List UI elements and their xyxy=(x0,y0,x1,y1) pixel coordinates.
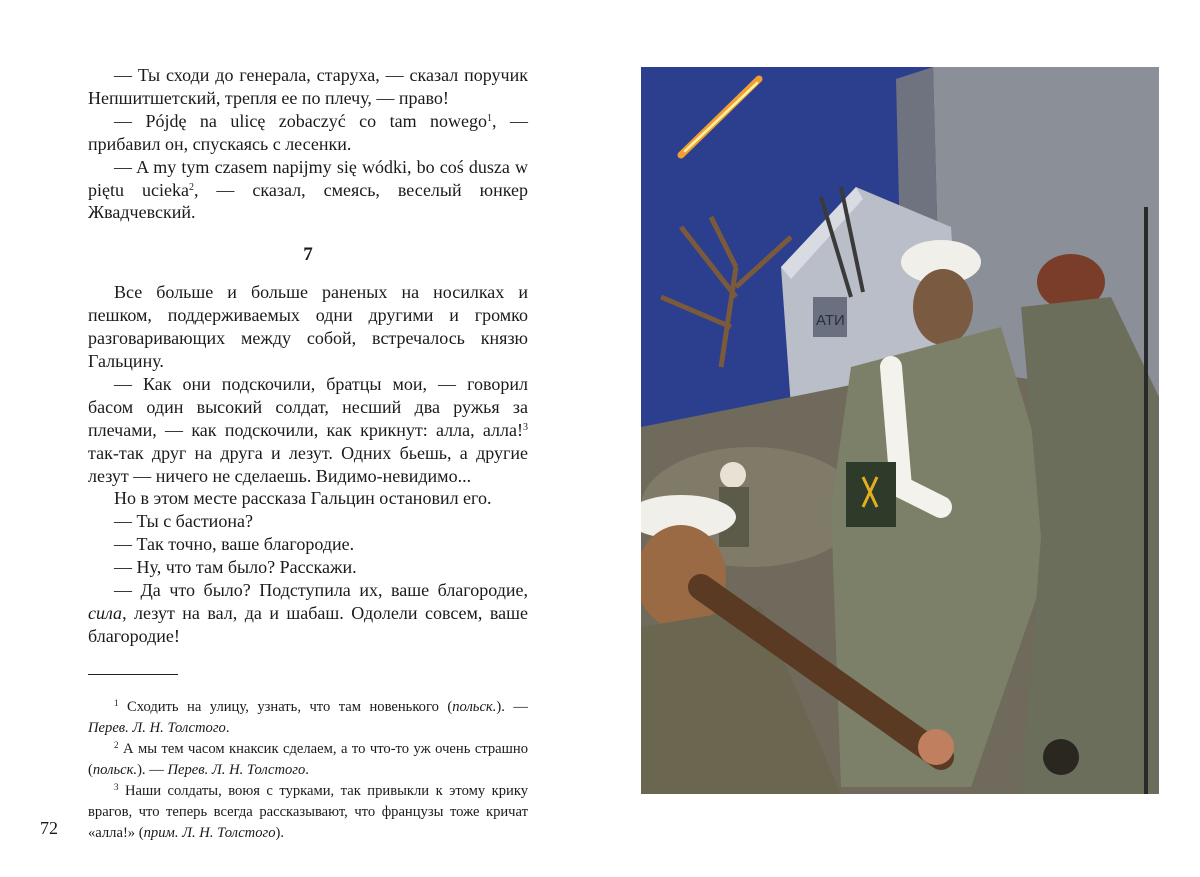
footnote-1-end: . xyxy=(225,719,230,736)
soldier-face xyxy=(913,269,973,345)
paragraph-3-text-cont: , — сказал, смеясь, веселый юнкер Жвадчевский. xyxy=(88,179,528,223)
cannonball xyxy=(1043,739,1079,775)
paragraph-1 xyxy=(88,64,528,110)
house-sign: АТИ xyxy=(816,312,845,329)
paragraph-3 xyxy=(88,156,528,225)
paragraph-2 xyxy=(88,110,528,156)
footnote-1-sep: ). — xyxy=(496,698,528,715)
paragraph-10-text: — Да что было? Подступила их, ваше благородие, xyxy=(114,580,528,601)
footnote-2-end: . xyxy=(305,762,309,779)
paragraph-6: Но в этом месте рассказа Гальцин остановил его. xyxy=(114,488,492,509)
paragraph-1-text: — Ты сходи до генерала, старуха, — сказал поручик Непшитшетский, трепля ее по плечу, — право! xyxy=(88,65,528,108)
page-number: 72 xyxy=(40,818,58,838)
paragraph-5-text: — Как они подскочили, братцы мои, — говорил басом один высокий солдат, несший два ружья за плечами, — как подскочили, как крикнут: алла, алла! xyxy=(88,373,528,440)
paragraph-5-text-cont: так-так друг на друга и лезут. Одних бьешь, а другие лезут — ничего не сделаешь. Видимо-невидимо... xyxy=(88,442,528,486)
footnote-2 xyxy=(88,739,528,781)
soldier-right-coat xyxy=(1021,297,1159,794)
paragraph-10 xyxy=(88,579,528,648)
illustration xyxy=(641,67,1159,794)
footnote-ref-2[interactable]: 2 xyxy=(188,181,194,193)
footnote-1 xyxy=(88,697,528,739)
footnote-3-credit: прим. Л. Н. Толстого xyxy=(143,825,276,842)
footnote-1-text: Сходить на улицу, узнать, что там новенького ( xyxy=(118,698,453,715)
paragraph-9: — Ну, что там было? Расскажи. xyxy=(114,557,357,578)
paragraph-2-text-cont: , — прибавил он, спускаясь с лесенки. xyxy=(88,110,528,154)
footnote-1-lang: польск. xyxy=(452,698,497,715)
illustration-soldiers-drawing xyxy=(641,67,1159,794)
paragraph-4: Все больше и больше раненых на носилках и пешком, поддерживаемых одни другими и громко разговаривающих между собой, встречалось князю Гальцину. xyxy=(88,282,528,371)
footnote-ref-1[interactable]: 1 xyxy=(487,112,493,124)
paragraph-2-text: — Pójdę na ulicę zobaczyć co tam nowego xyxy=(114,110,488,131)
footnote-divider xyxy=(88,674,178,675)
paragraph-10-text-cont: , лезут на вал, да и шабаш. Одолели совсем, ваше благородие! xyxy=(88,602,528,646)
footnote-1-mark: 1 xyxy=(114,697,119,708)
footnote-3-text: Наши солдаты, воюя с турками, так привыкли к этому крику врагов, что теперь всегда рассказывают, что французы тоже кричат «алла!» ( xyxy=(88,783,528,842)
footnote-ref-3[interactable]: 3 xyxy=(523,421,528,433)
footnote-2-credit: Перев. Л. Н. Толстого xyxy=(167,762,306,779)
soldier-hand xyxy=(918,729,954,765)
paragraph-7: — Ты с бастиона? xyxy=(114,511,253,532)
footnote-2-sep: ). — xyxy=(137,762,168,779)
paragraph-10-emphasis: сила xyxy=(88,602,123,623)
footnote-3 xyxy=(88,781,528,844)
footnote-3-mark: 3 xyxy=(114,782,119,793)
chapter-number: 7 xyxy=(303,244,313,266)
paragraph-5 xyxy=(88,373,528,488)
footnote-1-credit: Перев. Л. Н. Толстого xyxy=(88,719,226,736)
paragraph-8: — Так точно, ваше благородие. xyxy=(114,534,355,555)
text-column xyxy=(88,64,528,844)
footnote-3-end: ). xyxy=(275,825,285,842)
footnote-2-lang: польск. xyxy=(92,762,138,779)
footnote-2-text: А мы тем часом кнаксик сделаем, а то что-то уж очень страшно ( xyxy=(88,740,528,779)
soldier-cap-far xyxy=(720,462,746,488)
footnote-2-mark: 2 xyxy=(114,739,119,750)
paragraph-3-text: — A my tym czasem napijmy się wódki, bo coś dusza w piętu ucieka xyxy=(88,156,528,200)
